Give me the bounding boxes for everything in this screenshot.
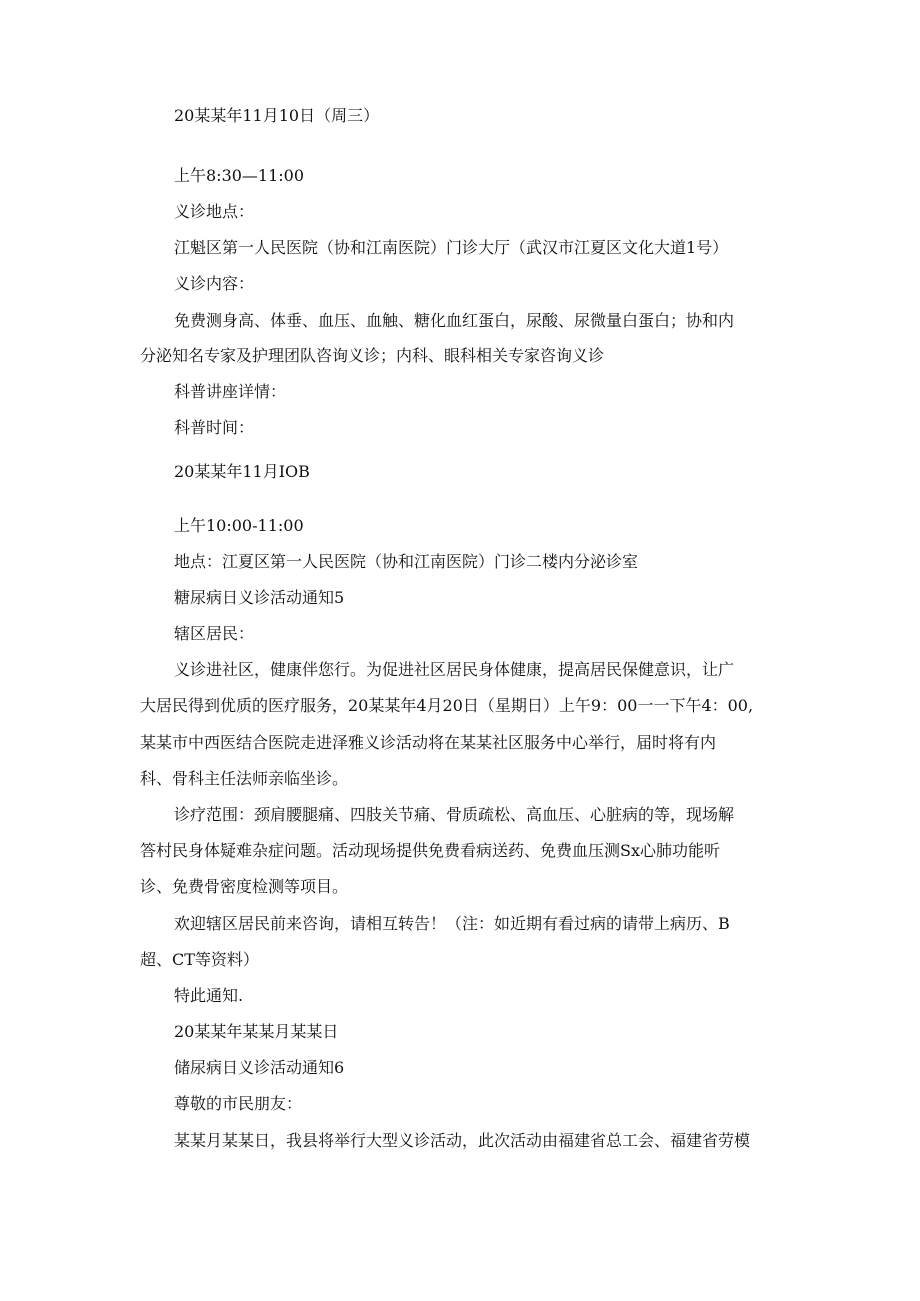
lecture-date-line: 20某某年11月IOB	[174, 462, 310, 481]
notice-5-salutation: 辖区居民：	[174, 624, 255, 643]
notice-5-paragraph-2-line-2: 答村民身体疑难杂症问题。活动现场提供免费看病送药、免费血压测Sx心肺功能听	[140, 841, 720, 860]
clinic-content-heading: 义诊内容：	[174, 274, 255, 293]
notice-5-date: 20某某年某某月某某日	[174, 1022, 339, 1041]
lecture-details-heading: 科普讲座详情：	[174, 382, 287, 401]
lecture-time-line: 上午10:00-11:00	[174, 516, 304, 535]
clinic-location-text: 江魁区第一人民医院（协和江南医院）门诊大厅（武汉市江夏区文化大道1号）	[174, 238, 729, 257]
notice-6-salutation: 尊敬的市民朋友：	[174, 1094, 303, 1113]
notice-5-closing: 特此通知.	[174, 986, 244, 1005]
notice-6-title: 储尿病日义诊活动通知6	[174, 1058, 345, 1077]
notice-6-paragraph-1-line-1: 某某月某某日，我县将举行大型义诊活动，此次活动由福建省总工会、福建省劳模	[174, 1131, 751, 1150]
notice-5-paragraph-1-line-1: 义诊进社区，健康伴您行。为促进社区居民身体健康，提高居民保健意识，让广	[174, 660, 735, 679]
lecture-location-line: 地点：江夏区第一人民医院（协和江南医院）门诊二楼内分泌诊室	[174, 552, 639, 571]
notice-5-paragraph-1-line-2: 大居民得到优质的医疗服务，20某某年4月20日（星期日）上午9：00一一下午4：00,	[140, 696, 754, 715]
notice-5-paragraph-3-line-1: 欢迎辖区居民前来咨询，请相互转告！（注：如近期有看过病的请带上病历、B	[174, 914, 730, 933]
notice-5-paragraph-1-line-4: 科、骨科主任法师亲临坐诊。	[140, 769, 349, 788]
clinic-content-text-1: 免费测身高、体垂、血压、血触、糖化血红蛋白，尿酸、尿微量白蛋白；协和内	[174, 311, 735, 330]
clinic-location-heading: 义诊地点：	[174, 202, 255, 221]
event-date-line: 20某某年11月10日（周三）	[174, 106, 380, 125]
event-time-line: 上午8:30—11:00	[174, 166, 305, 185]
notice-5-paragraph-3-line-2: 超、CT等资料）	[140, 950, 259, 969]
notice-5-paragraph-1-line-3: 某某市中西医结合医院走进泽雅义诊活动将在某某社区服务中心举行，届时将有内	[140, 733, 717, 752]
notice-5-paragraph-2-line-3: 诊、免费骨密度检测等项目。	[140, 877, 349, 896]
lecture-time-heading: 科普时间：	[174, 418, 255, 437]
notice-5-paragraph-2-line-1: 诊疗范围：颈肩腰腿痛、四肢关节痛、骨质疏松、高血压、心脏病的等，现场解	[174, 805, 735, 824]
clinic-content-text-2: 分泌知名专家及护理团队咨询义诊；内科、眼科相关专家咨询义诊	[140, 346, 605, 365]
notice-5-title: 糖尿病日义诊活动通知5	[174, 588, 345, 607]
